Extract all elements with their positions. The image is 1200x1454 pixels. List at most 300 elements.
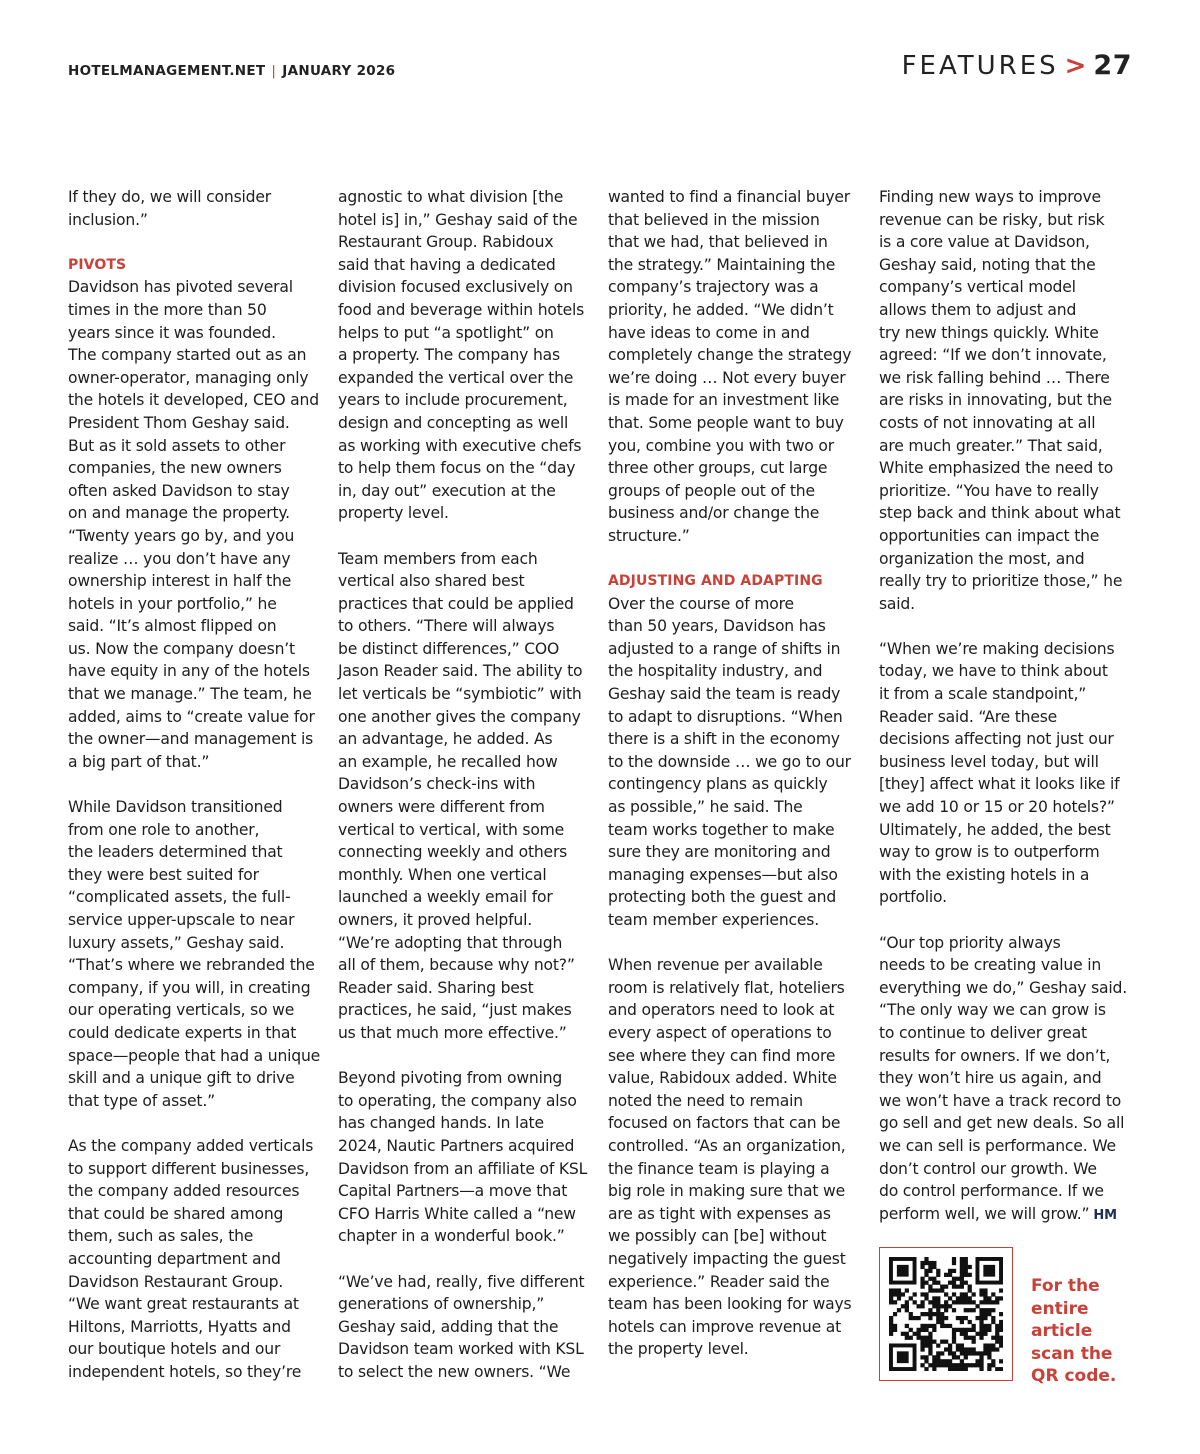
qr-module (932, 1359, 936, 1363)
qr-module (991, 1363, 995, 1367)
qr-module (960, 1281, 964, 1285)
qr-module (893, 1300, 897, 1304)
qr-module (987, 1367, 991, 1371)
qr-module (928, 1347, 932, 1351)
text-line: has changed hands. In late (338, 1114, 544, 1133)
text-line: a big part of that.” (68, 752, 210, 771)
qr-module (917, 1332, 921, 1336)
text-line: owners, it proved helpful. (338, 911, 532, 929)
chevron-right-icon: > (1064, 51, 1090, 81)
qr-module (960, 1332, 964, 1336)
qr-module (968, 1285, 972, 1289)
qr-module (897, 1308, 901, 1312)
qr-module (979, 1308, 983, 1312)
text-line: wanted to find a financial buyer (608, 188, 850, 206)
text-line: As the company added verticals (68, 1136, 314, 1155)
qr-module (917, 1316, 921, 1320)
qr-module (972, 1336, 976, 1340)
qr-module (964, 1363, 968, 1367)
qr-module (944, 1363, 948, 1367)
text-line: CFO Harris White called a “new (338, 1204, 576, 1223)
qr-module (924, 1336, 928, 1340)
qr-module (972, 1308, 976, 1312)
qr-module (991, 1300, 995, 1304)
qr-caption (1031, 1275, 1141, 1388)
text-line: Finding new ways to improve (879, 188, 1101, 206)
qr-module (928, 1288, 932, 1292)
qr-module (952, 1269, 956, 1273)
qr-module (940, 1359, 944, 1363)
qr-module (972, 1347, 976, 1351)
paragraph (338, 186, 596, 525)
qr-module (952, 1363, 956, 1367)
qr-module (924, 1273, 928, 1277)
text-line: adjusted to a range of shifts in (608, 639, 841, 658)
qr-code-frame[interactable] (879, 1247, 1013, 1381)
qr-module (940, 1351, 944, 1355)
masthead (68, 63, 395, 79)
qr-module (924, 1359, 928, 1363)
qr-module (913, 1292, 917, 1296)
qr-module (964, 1308, 968, 1312)
qr-module (972, 1351, 976, 1355)
text-line: sure they are monitoring and (608, 843, 831, 862)
qr-module (940, 1288, 944, 1292)
end-mark: HM (1093, 1207, 1117, 1223)
qr-module (936, 1355, 940, 1359)
qr-module (920, 1292, 924, 1296)
qr-module (960, 1316, 964, 1320)
text-line: allows them to adjust and (879, 300, 1077, 319)
masthead-separator: | (271, 63, 277, 79)
qr-module (960, 1359, 964, 1363)
text-line: have ideas to come in and (608, 323, 810, 342)
qr-module (932, 1363, 936, 1367)
qr-module (905, 1300, 909, 1304)
qr-module (983, 1351, 987, 1355)
qr-module (964, 1281, 968, 1285)
qr-module (979, 1300, 983, 1304)
qr-module (964, 1367, 968, 1371)
qr-module (932, 1328, 936, 1332)
text-line: to operating, the company also (338, 1091, 577, 1110)
qr-module (948, 1347, 952, 1351)
qr-module (909, 1312, 913, 1316)
qr-module (979, 1316, 983, 1320)
text-line: team works together to make (608, 820, 835, 839)
qr-module (944, 1304, 948, 1308)
qr-module (960, 1343, 964, 1347)
qr-module (932, 1261, 936, 1265)
text-line: Geshay said, adding that the (338, 1317, 559, 1336)
text-line: contingency plans as quickly (608, 775, 828, 794)
qr-module (932, 1324, 936, 1328)
qr-module (999, 1324, 1003, 1328)
paragraph (68, 186, 326, 231)
qr-module (944, 1300, 948, 1304)
qr-module (983, 1312, 987, 1316)
text-line: practices, he said, “just makes (338, 1001, 572, 1020)
text-line: that could be shared among (68, 1204, 284, 1223)
text-line: experience.” Reader said the (608, 1272, 830, 1291)
qr-module (956, 1363, 960, 1367)
qr-module (964, 1316, 968, 1320)
qr-module (940, 1324, 944, 1328)
text-line: hotels can improve revenue at (608, 1317, 841, 1336)
qr-module (995, 1367, 999, 1371)
qr-module (928, 1277, 932, 1281)
text-line: that we had, that believed in (608, 233, 828, 252)
text-line: controlled. “As an organization, (608, 1136, 846, 1155)
section-heading: ADJUSTING AND ADAPTING (608, 573, 823, 590)
qr-module (956, 1285, 960, 1289)
text-line: we risk falling behind … There (879, 368, 1110, 387)
qr-module (944, 1340, 948, 1344)
qr-module (928, 1316, 932, 1320)
text-line: focused on factors that can be (608, 1114, 841, 1133)
text-line: needs to be creating value in (879, 956, 1102, 975)
qr-module (944, 1359, 948, 1363)
text-line: we can sell is performance. We (879, 1136, 1116, 1155)
qr-module (889, 1320, 893, 1324)
qr-module (913, 1300, 917, 1304)
text-line: noted the need to remain (608, 1091, 803, 1110)
qr-module (924, 1340, 928, 1344)
qr-module (920, 1281, 924, 1285)
qr-module (999, 1288, 1003, 1292)
text-line: perform well, we will grow.” HM (879, 1204, 1117, 1223)
qr-module (897, 1292, 901, 1296)
qr-module (924, 1343, 928, 1347)
qr-module (948, 1281, 952, 1285)
text-line: they won’t hire us again, and (879, 1069, 1102, 1088)
text-line: connecting weekly and others (338, 843, 568, 862)
qr-module (956, 1316, 960, 1320)
qr-module (948, 1343, 952, 1347)
qr-module (960, 1273, 964, 1277)
qr-module (991, 1308, 995, 1312)
text-line: owner-operator, managing only (68, 368, 309, 387)
qr-module (975, 1363, 979, 1367)
text-line: opportunities can impact the (879, 526, 1100, 545)
qr-module (948, 1269, 952, 1273)
qr-module (889, 1328, 893, 1332)
text-line: 2024, Nautic Partners acquired (338, 1136, 575, 1155)
qr-module (928, 1300, 932, 1304)
text-line: Geshay said the team is ready (608, 685, 841, 704)
text-line: see where they can find more (608, 1046, 836, 1065)
qr-module (920, 1343, 924, 1347)
qr-module (909, 1336, 913, 1340)
qr-module (952, 1308, 956, 1312)
qr-module (999, 1296, 1003, 1300)
text-line: Capital Partners—a move that (338, 1182, 568, 1201)
paragraph (338, 1067, 596, 1248)
qr-module (932, 1265, 936, 1269)
qr-code-icon[interactable] (889, 1257, 1003, 1371)
section-heading: PIVOTS (68, 256, 127, 273)
qr-module (991, 1320, 995, 1324)
qr-module (983, 1324, 987, 1328)
text-line: Davidson team worked with KSL (338, 1340, 584, 1359)
text-line: prioritize. “You have to really (879, 481, 1099, 500)
text-line: the finance team is playing a (608, 1159, 830, 1178)
qr-module (944, 1308, 948, 1312)
qr-module (924, 1328, 928, 1332)
qr-module (936, 1304, 940, 1308)
qr-module (995, 1340, 999, 1344)
text-line: step back and think about what (879, 504, 1121, 523)
text-line: go sell and get new deals. So all (879, 1114, 1125, 1133)
qr-module (952, 1277, 956, 1281)
text-line: owners were different from (338, 798, 545, 817)
text-line: it from a scale standpoint,” (879, 685, 1087, 704)
text-line: property level. (338, 504, 449, 523)
qr-module (960, 1351, 964, 1355)
paragraph-gap (608, 548, 866, 571)
qr-module (905, 1304, 909, 1308)
text-line: the hospitality industry, and (608, 662, 823, 681)
qr-module (991, 1316, 995, 1320)
text-line: everything we do,” Geshay said. (879, 978, 1127, 997)
qr-module (960, 1257, 964, 1261)
paragraph-gap (68, 231, 326, 254)
qr-module (964, 1351, 968, 1355)
qr-module (960, 1363, 964, 1367)
qr-module (913, 1316, 917, 1320)
text-line: that we manage.” The team, he (68, 685, 312, 704)
text-line: way to grow is to outperform (879, 843, 1100, 862)
text-line: our boutique hotels and our (68, 1340, 281, 1359)
text-line: an advantage, he added. As (338, 730, 553, 749)
qr-module (924, 1257, 928, 1261)
text-line: the hotels it developed, CEO and (68, 391, 319, 410)
qr-module (995, 1328, 999, 1332)
qr-module (940, 1316, 944, 1320)
page-number: 27 (1093, 50, 1132, 81)
qr-module (999, 1367, 1003, 1371)
qr-module (975, 1359, 979, 1363)
qr-module (932, 1367, 936, 1371)
text-line: company’s trajectory was a (608, 278, 819, 297)
text-line: Davidson has pivoted several (68, 278, 293, 297)
qr-module (979, 1320, 983, 1324)
qr-module (979, 1367, 983, 1371)
qr-module (889, 1316, 893, 1320)
text-line: Reader said. Sharing best (338, 978, 534, 997)
qr-module (960, 1269, 964, 1273)
qr-module (960, 1347, 964, 1351)
text-line: organization the most, and (879, 549, 1085, 568)
qr-module (928, 1261, 932, 1265)
text-line: space—people that had a unique (68, 1046, 321, 1065)
qr-module (917, 1336, 921, 1340)
qr-module (920, 1300, 924, 1304)
qr-module (905, 1336, 909, 1340)
qr-module (905, 1288, 909, 1292)
text-line: value, Rabidoux added. White (608, 1069, 837, 1088)
text-line: portfolio. (879, 888, 947, 907)
qr-module (889, 1292, 893, 1296)
qr-module (964, 1292, 968, 1296)
qr-module (956, 1367, 960, 1371)
text-line: are as tight with expenses as (608, 1204, 831, 1223)
text-line: Davidson’s check-ins with (338, 775, 536, 794)
qr-module (952, 1257, 956, 1261)
qr-module (960, 1300, 964, 1304)
qr-module (979, 1351, 983, 1355)
qr-module (964, 1257, 968, 1261)
qr-module (960, 1265, 964, 1269)
paragraph-gap (68, 1112, 326, 1135)
qr-module (920, 1363, 924, 1367)
qr-finder (897, 1265, 909, 1277)
qr-module (936, 1359, 940, 1363)
text-line: business and/or change the (608, 504, 820, 523)
qr-module (889, 1332, 893, 1336)
text-line: to others. “There will always (338, 617, 555, 636)
qr-module (991, 1359, 995, 1363)
qr-module (889, 1288, 893, 1292)
qr-module (936, 1312, 940, 1316)
qr-module (944, 1292, 948, 1296)
text-line: that. Some people want to buy (608, 413, 844, 432)
text-line: “Our top priority always (879, 933, 1061, 952)
qr-module (920, 1324, 924, 1328)
qr-module (999, 1320, 1003, 1324)
qr-module (928, 1308, 932, 1312)
qr-module (987, 1296, 991, 1300)
text-line: than 50 years, Davidson has (608, 617, 826, 636)
qr-module (952, 1351, 956, 1355)
text-line: to help them focus on the “day (338, 459, 576, 478)
qr-module (964, 1265, 968, 1269)
text-line: completely change the strategy (608, 346, 852, 365)
text-line: on and manage the property. (68, 504, 290, 523)
qr-module (952, 1340, 956, 1344)
qr-module (952, 1332, 956, 1336)
qr-module (960, 1328, 964, 1332)
qr-module (932, 1277, 936, 1281)
qr-module (956, 1343, 960, 1347)
qr-module (987, 1343, 991, 1347)
text-line: Team members from each (338, 549, 538, 568)
qr-module (960, 1277, 964, 1281)
paragraph (608, 593, 866, 932)
qr-caption-line: For the (1031, 1276, 1100, 1296)
text-line: to support different businesses, (68, 1159, 310, 1178)
qr-module (999, 1312, 1003, 1316)
text-line: said that having a dedicated (338, 255, 556, 274)
text-line: team has been looking for ways (608, 1295, 852, 1314)
paragraph-gap (608, 932, 866, 955)
text-line: are much greater.” That said, (879, 436, 1103, 455)
text-line: costs of not innovating at all (879, 413, 1096, 432)
qr-module (983, 1300, 987, 1304)
qr-module (960, 1292, 964, 1296)
text-line: independent hotels, so they’re (68, 1362, 302, 1381)
text-line: from one role to another, (68, 820, 260, 839)
qr-module (975, 1304, 979, 1308)
qr-module (909, 1328, 913, 1332)
qr-module (964, 1269, 968, 1273)
qr-module (917, 1304, 921, 1308)
text-line: priority, he added. “We didn’t (608, 300, 834, 319)
text-line: the company added resources (68, 1182, 300, 1201)
qr-module (920, 1261, 924, 1265)
text-line: “That’s where we rebranded the (68, 956, 315, 975)
text-line: managing expenses—but also (608, 865, 838, 884)
text-line: “We want great restaurants at (68, 1295, 299, 1314)
qr-module (948, 1367, 952, 1371)
text-line: are risks in innovating, but the (879, 391, 1112, 410)
qr-module (920, 1304, 924, 1308)
text-line: the strategy.” Maintaining the (608, 255, 836, 274)
qr-module (968, 1347, 972, 1351)
qr-module (987, 1324, 991, 1328)
qr-module (920, 1336, 924, 1340)
text-line: us. Now the company doesn’t (68, 639, 295, 658)
qr-module (983, 1332, 987, 1336)
text-line: could dedicate experts in that (68, 1023, 297, 1042)
text-line: White emphasized the need to (879, 459, 1114, 478)
qr-module (936, 1288, 940, 1292)
text-line: them, such as sales, the (68, 1227, 254, 1246)
site-name: HOTELMANAGEMENT.NET (68, 63, 266, 79)
text-line: to adapt to disruptions. “When (608, 707, 843, 726)
qr-module (924, 1312, 928, 1316)
qr-module (901, 1332, 905, 1336)
qr-module (924, 1281, 928, 1285)
qr-module (987, 1355, 991, 1359)
qr-module (964, 1332, 968, 1336)
qr-module (983, 1308, 987, 1312)
qr-module (936, 1296, 940, 1300)
qr-module (995, 1324, 999, 1328)
qr-module (936, 1320, 940, 1324)
qr-module (968, 1328, 972, 1332)
text-column-4 (879, 186, 1137, 1227)
paragraph (608, 186, 866, 548)
text-column-1 (68, 186, 326, 1383)
text-line: groups of people out of the (608, 481, 815, 500)
text-line: you, combine you with two or (608, 436, 834, 455)
paragraph-gap (879, 909, 1137, 932)
qr-module (979, 1312, 983, 1316)
text-line: While Davidson transitioned (68, 798, 283, 817)
qr-module (987, 1312, 991, 1316)
qr-module (995, 1332, 999, 1336)
text-line: Hiltons, Marriotts, Hyatts and (68, 1317, 291, 1336)
paragraph-gap (338, 1248, 596, 1271)
qr-module (972, 1324, 976, 1328)
qr-module (948, 1324, 952, 1328)
text-line: inclusion.” (68, 210, 148, 229)
qr-module (944, 1324, 948, 1328)
text-line: every aspect of operations to (608, 1023, 832, 1042)
text-line: decisions affecting not just our (879, 730, 1114, 749)
qr-module (936, 1351, 940, 1355)
qr-module (920, 1312, 924, 1316)
text-line: vertical to vertical, with some (338, 820, 565, 839)
text-line: Davidson from an affiliate of KSL (338, 1159, 588, 1178)
text-line: protecting both the guest and (608, 888, 837, 907)
paragraph-gap (879, 615, 1137, 638)
text-line: negatively impacting the guest (608, 1249, 846, 1268)
qr-module (917, 1328, 921, 1332)
qr-module (920, 1340, 924, 1344)
qr-module (952, 1328, 956, 1332)
